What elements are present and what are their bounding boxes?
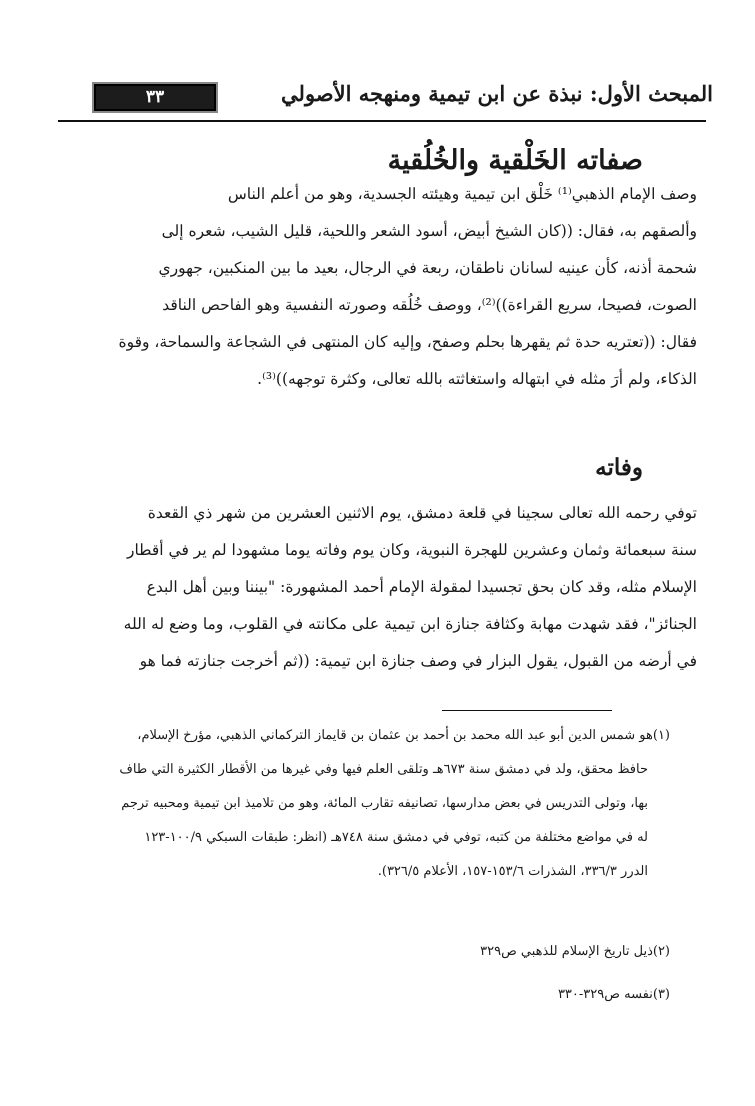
footnote-line: (٣)نفسه ص٣٢٩-٣٣٠ bbox=[557, 987, 670, 1002]
text-line: وألصقهم به، فقال: ((كان الشيخ أبيض، أسود الشعر واللحية، قليل الشيب، شعره إلى bbox=[161, 222, 697, 240]
text-line: سنة سبعمائة وثمان وعشرين للهجرة النبوية، وكان يوم وفاته يوما مشهودا لم ير في أقطار bbox=[126, 541, 697, 559]
text-line: فقال: ((تعتريه حدة ثم يقهرها بحلم وصفح، وإليه كان المنتهى في الشجاعة والسماحة، وقوة bbox=[118, 333, 697, 351]
footnote-line: الدرر ٣٣٦/٣، الشذرات ١٥٣/٦-١٥٧، الأعلام ٣٢٦/٥). bbox=[377, 864, 648, 879]
text-line: الجنائز"، فقد شهدت مهابة وكثافة جنازة ابن تيمية على مكانته في القلوب، وما وضع له الله bbox=[123, 615, 697, 633]
section-heading-traits: صفاته الخَلْقية والخُلُقية bbox=[387, 145, 643, 176]
text-line: في أرضه من القبول، يقول البزار في وصف جنازة ابن تيمية: ((ثم أخرجت جنازته فما هو bbox=[139, 652, 697, 670]
running-title: المبحث الأول: نبذة عن ابن تيمية ومنهجه الأصولي bbox=[281, 81, 713, 106]
header-rule bbox=[58, 120, 706, 122]
section-heading-death: وفاته bbox=[595, 454, 643, 481]
footnote-line: بها، وتولى التدريس في بعض مدارسها، تصانيفه تقارب المائة، وهو من تلاميذ ابن تيمية ومحبيه ترجم bbox=[121, 796, 648, 811]
footnote-line: (٢)ذيل تاريخ الإسلام للذهبي ص٣٢٩ bbox=[480, 944, 670, 959]
page-number: ٣٣ bbox=[92, 82, 218, 113]
text-line: وصف الإمام الذهبي⁽¹⁾ خَلْق ابن تيمية وهيئته الجسدية، وهو من أعلم الناس bbox=[227, 185, 697, 203]
footnote-3 bbox=[50, 978, 670, 1012]
text-line: شحمة أذنه، كأن عينيه لسانان ناطقان، ربعة في الرجال، بعيد ما بين المنكبين، جهوري bbox=[158, 259, 697, 277]
footnote-separator bbox=[442, 710, 612, 711]
footnote-line: حافظ محقق، ولد في دمشق سنة ٦٧٣هـ وتلقى العلم فيها وفي غيرها من الأقطار الكثيرة التي طاف bbox=[119, 762, 648, 777]
text-line: توفي رحمه الله تعالى سجينا في قلعة دمشق، يوم الاثنين العشرين من شهر ذي القعدة bbox=[147, 504, 697, 522]
footnote-line: (١)هو شمس الدين أبو عبد الله محمد بن أحمد بن عثمان بن قايماز التركماني الذهبي، مؤرخ الإسلام، bbox=[137, 728, 670, 743]
text-line: الصوت، فصيحا، سريع القراءة))⁽²⁾، ووصف خُلُقه وصورته النفسية وهو الفاحص الناقد bbox=[162, 296, 697, 314]
paragraph-traits bbox=[49, 176, 697, 398]
text-line: الذكاء، ولم أرَ مثله في ابتهاله واستغاثته بالله تعالى، وكثرة توجهه))⁽³⁾. bbox=[257, 370, 697, 388]
text-line: الإسلام مثله، وقد كان بحق تجسيدا لمقولة الإمام أحمد المشهورة: "بيننا وبين أهل البدع bbox=[146, 578, 697, 596]
footnote-2 bbox=[50, 935, 670, 969]
footnote-1 bbox=[50, 719, 670, 889]
footnote-line: له في مواضع مختلفة من كتبه، توفي في دمشق سنة ٧٤٨هـ (انظر: طبقات السبكي ١٠٠/٩-١٢٣ bbox=[144, 830, 648, 845]
paragraph-death bbox=[49, 495, 697, 680]
